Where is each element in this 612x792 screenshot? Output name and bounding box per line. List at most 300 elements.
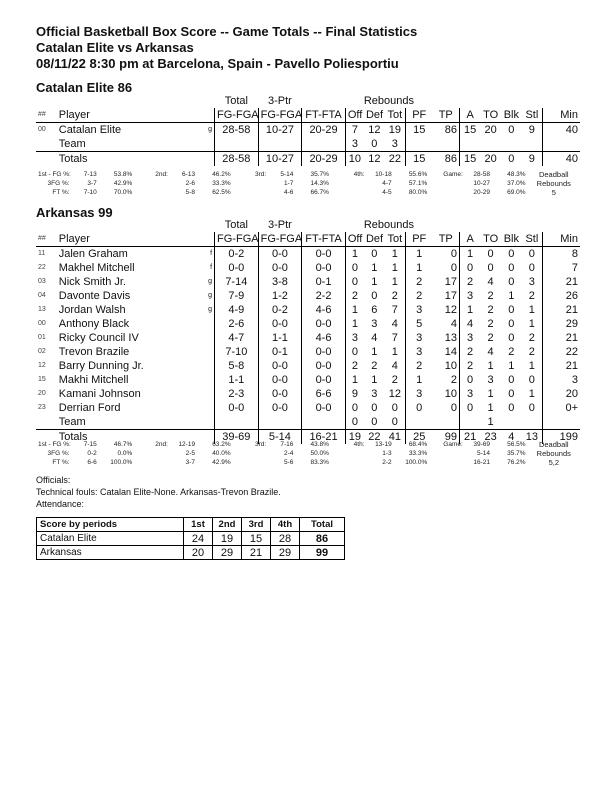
player-to: 1 — [487, 388, 494, 400]
period-made-game: 16-21 — [473, 459, 490, 466]
player-stl: 1 — [528, 360, 535, 372]
period-made-h3: 1-7 — [283, 180, 294, 187]
player-stl: 1 — [528, 388, 535, 400]
period-pct-h2: 33.3% — [212, 180, 231, 187]
player-tot: 0 — [391, 416, 398, 428]
player-fg: 5-8 — [215, 359, 259, 373]
totals-min: 40 — [542, 152, 580, 167]
player-number: 04 — [38, 292, 46, 299]
player-to: 2 — [487, 332, 494, 344]
stats-table — [36, 94, 580, 166]
player-off: 3 — [345, 137, 364, 152]
period-pct-game: 35.7% — [507, 450, 526, 457]
player-a: 1 — [459, 247, 480, 262]
totals-off: 19 — [345, 430, 364, 445]
player-off: 7 — [345, 123, 364, 138]
player-tp: 13 — [444, 332, 457, 344]
player-a: 3 — [459, 387, 480, 401]
player-a: 0 — [459, 373, 480, 387]
player-position: g — [208, 292, 213, 299]
score-away-q4: 29 — [271, 546, 300, 560]
score-header-total: Total — [300, 518, 345, 532]
header-row-top — [36, 94, 580, 108]
period-pct-h4: 33.3% — [408, 450, 428, 457]
player-stl: 0 — [528, 248, 535, 260]
totals-label: Totals — [57, 430, 200, 445]
player-stl — [522, 137, 543, 152]
player-min: 22 — [542, 345, 580, 359]
player-position — [200, 345, 215, 359]
player-min: 21 — [542, 275, 580, 289]
player-min: 0+ — [542, 401, 580, 415]
totals-pf: 25 — [405, 430, 432, 445]
player-tp: 14 — [444, 346, 457, 358]
header-ft: FT-FTA — [302, 108, 346, 123]
rebounds-label: Rebounds — [536, 179, 571, 188]
player-name: Trevon Brazile — [58, 346, 130, 358]
player-stl — [522, 415, 543, 430]
player-tot: 2 — [391, 290, 398, 302]
player-ft — [302, 137, 346, 152]
period-made-game: 39-69 — [473, 441, 490, 448]
player-tot: 0 — [391, 402, 398, 414]
player-ft: 20-29 — [302, 123, 346, 138]
player-fg3: 0-2 — [258, 303, 302, 317]
player-def: 0 — [371, 138, 378, 150]
player-number: 15 — [38, 376, 46, 383]
player-name: Anthony Black — [58, 318, 130, 330]
player-tp: 86 — [444, 124, 457, 136]
player-fg3: 0-0 — [258, 359, 302, 373]
player-def: 0 — [371, 416, 378, 428]
header-off: Off — [345, 108, 364, 123]
player-number: 13 — [38, 306, 46, 313]
player-name: Davonte Davis — [58, 290, 131, 302]
player-ft: 4-6 — [302, 303, 346, 317]
player-name: Team — [58, 138, 86, 150]
period-label-h1: FT %: — [52, 189, 70, 196]
header-fg: FG-FGA — [215, 232, 259, 247]
totals-def: 12 — [364, 152, 385, 167]
score-home-q3: 15 — [242, 532, 271, 546]
header-num: ## — [36, 232, 57, 247]
header-total: Total — [224, 95, 248, 107]
header-min: Min — [542, 232, 580, 247]
period-label-h2: 2nd: — [155, 441, 168, 448]
player-blk: 0 — [508, 374, 515, 386]
player-pf: 5 — [405, 317, 432, 331]
player-min: 26 — [542, 289, 580, 303]
period-pct-h3: 83.3% — [310, 459, 329, 466]
player-blk: 0 — [508, 388, 515, 400]
player-ft: 2-2 — [302, 289, 346, 303]
player-tot: 19 — [388, 124, 401, 136]
away-team-title: Arkansas 99 — [36, 205, 113, 220]
player-position — [200, 317, 215, 331]
totals-tp: 99 — [433, 430, 460, 445]
totals-min: 199 — [542, 430, 580, 445]
player-ft: 0-0 — [302, 261, 346, 275]
totals-def: 22 — [364, 430, 385, 445]
score-team-away: Arkansas — [37, 546, 184, 560]
game-notes — [36, 474, 281, 510]
period-pct-h1: 53.8% — [113, 171, 133, 178]
player-stl: 2 — [528, 290, 535, 302]
player-to: 1 — [487, 416, 494, 428]
player-stl: 3 — [528, 276, 535, 288]
player-stl: 2 — [528, 332, 535, 344]
header-tot: Tot — [385, 232, 406, 247]
deadball-value: 5,2 — [548, 458, 559, 467]
period-label-h3: 3rd: — [254, 441, 267, 448]
period-pct-h3: 35.7% — [310, 171, 329, 178]
player-to: 4 — [487, 276, 494, 288]
period-pct-h1: 0.0% — [117, 450, 133, 457]
player-pf: 3 — [405, 387, 432, 401]
player-def: 3 — [371, 388, 378, 400]
score-header-q3: 3rd — [242, 518, 271, 532]
totals-blk: 4 — [501, 430, 522, 445]
score-away-q1: 20 — [184, 546, 213, 560]
player-number: 00 — [38, 126, 46, 133]
player-tot: 7 — [391, 332, 398, 344]
player-name: Team — [58, 416, 86, 428]
period-made-h2: 5-8 — [185, 189, 196, 196]
player-tot: 1 — [391, 346, 398, 358]
player-pf: 0 — [405, 401, 432, 415]
player-name: Jordan Walsh — [58, 304, 126, 316]
player-ft: 0-0 — [302, 359, 346, 373]
header-three: 3-Ptr — [268, 95, 292, 107]
home-shooting-summary — [36, 170, 580, 197]
player-position — [200, 331, 215, 345]
period-made-h3: 5-6 — [283, 459, 294, 466]
player-tp: 17 — [444, 276, 457, 288]
period-pct-h4: 57.1% — [408, 180, 428, 187]
player-tot: 1 — [391, 248, 398, 260]
header-to: TO — [480, 232, 501, 247]
period-pct-h4: 100.0% — [405, 459, 428, 466]
player-ft: 0-0 — [302, 345, 346, 359]
period-made-h3: 7-16 — [280, 441, 294, 448]
period-pct-h3: 50.0% — [310, 450, 329, 457]
player-min: 40 — [542, 123, 580, 138]
player-row — [36, 359, 580, 373]
stats-table — [36, 218, 580, 444]
player-ft: 6-6 — [302, 387, 346, 401]
player-off: 0 — [345, 401, 364, 415]
player-name: Kamani Johnson — [58, 388, 141, 400]
shooting-table — [36, 170, 580, 197]
player-row — [36, 317, 580, 331]
player-a: 4 — [459, 317, 480, 331]
home-team-title: Catalan Elite 86 — [36, 80, 133, 95]
header-blk: Blk — [501, 108, 522, 123]
player-def: 1 — [371, 276, 378, 288]
header-to: TO — [480, 108, 501, 123]
player-def: 0 — [371, 290, 378, 302]
score-header-q1: 1st — [184, 518, 213, 532]
player-fg3: 0-0 — [258, 317, 302, 331]
deadball-value: 5 — [551, 188, 556, 197]
score-header-q2: 2nd — [213, 518, 242, 532]
period-pct-h1: 46.7% — [113, 441, 133, 448]
player-pf: 15 — [405, 123, 432, 138]
player-blk: 0 — [508, 318, 515, 330]
attendance: Attendance: — [36, 499, 85, 509]
officials: Officials: — [36, 475, 71, 485]
player-blk: 1 — [508, 360, 515, 372]
player-fg3: 0-0 — [258, 261, 302, 275]
player-to: 3 — [487, 374, 494, 386]
player-a: 0 — [459, 401, 480, 415]
header-def: Def — [365, 109, 384, 121]
period-made-h3: 5-14 — [280, 171, 294, 178]
rebounds-label: Rebounds — [536, 449, 571, 458]
period-label-game: Game: — [443, 171, 463, 178]
player-name: Barry Dunning Jr. — [58, 360, 144, 372]
period-made-h2: 3-7 — [185, 459, 196, 466]
period-label-h4: 4th: — [353, 171, 365, 178]
period-made-h1: 6-6 — [87, 459, 97, 466]
totals-ft: 16-21 — [302, 430, 346, 445]
period-made-game: 10-27 — [473, 180, 490, 187]
period-label-game: Game: — [443, 441, 463, 448]
period-pct-h1: 70.0% — [113, 189, 133, 196]
period-made-h1: 7-15 — [83, 441, 97, 448]
period-label-h1: 3FG %: — [47, 450, 70, 457]
period-made-h1: 3-7 — [87, 180, 97, 187]
player-def: 1 — [371, 346, 378, 358]
player-fg: 7-10 — [215, 345, 259, 359]
header-player: Player — [57, 108, 200, 123]
player-min — [542, 415, 580, 430]
player-tp — [433, 137, 460, 152]
player-blk: 0 — [508, 124, 515, 136]
player-to: 2 — [487, 290, 494, 302]
player-tot: 7 — [391, 304, 398, 316]
player-a: 3 — [459, 331, 480, 345]
player-blk: 0 — [508, 402, 515, 414]
period-made-game: 5-14 — [476, 450, 490, 457]
player-row — [36, 415, 580, 430]
player-position: g — [208, 278, 213, 285]
player-row — [36, 303, 580, 317]
score-home-q1: 24 — [184, 532, 213, 546]
period-made-h2: 2-6 — [185, 180, 196, 187]
player-number: 00 — [38, 320, 46, 327]
player-fg: 0-0 — [215, 401, 259, 415]
player-name: Makhi Mitchell — [58, 374, 129, 386]
header-row-top — [36, 218, 580, 232]
technical-fouls: Technical fouls: Catalan Elite-None. Arkansas-Trevon Brazile. — [36, 487, 281, 497]
period-made-h4: 10-18 — [375, 171, 392, 178]
player-a: 2 — [459, 359, 480, 373]
player-a: 1 — [459, 303, 480, 317]
player-fg3 — [258, 415, 302, 430]
player-tot: 1 — [391, 276, 398, 288]
player-name: Catalan Elite — [58, 124, 122, 136]
player-fg: 28-58 — [215, 123, 259, 138]
score-home-q2: 19 — [213, 532, 242, 546]
player-blk: 1 — [508, 290, 515, 302]
player-pf: 3 — [405, 331, 432, 345]
player-min: 21 — [542, 359, 580, 373]
period-label-h1: 1st - FG %: — [38, 441, 71, 448]
period-pct-game: 37.0% — [507, 180, 526, 187]
player-blk — [501, 137, 522, 152]
player-stl: 0 — [528, 262, 535, 274]
player-def: 6 — [371, 304, 378, 316]
player-fg: 2-6 — [215, 317, 259, 331]
period-label-h1: FT %: — [52, 459, 70, 466]
player-fg3: 1-1 — [258, 331, 302, 345]
period-made-game: 28-58 — [473, 171, 490, 178]
score-home-q4: 28 — [271, 532, 300, 546]
period-label-h1: 3FG %: — [47, 180, 70, 187]
player-to: 1 — [487, 402, 494, 414]
period-made-h2: 6-13 — [182, 171, 196, 178]
player-min — [542, 137, 580, 152]
header-min: Min — [542, 108, 580, 123]
player-a: 2 — [459, 345, 480, 359]
player-min: 21 — [542, 303, 580, 317]
period-pct-h1: 42.9% — [113, 180, 133, 187]
player-fg3: 10-27 — [258, 123, 302, 138]
header-num: ## — [36, 108, 57, 123]
player-tp: 0 — [450, 248, 457, 260]
deadball-label: Deadball — [538, 170, 569, 179]
period-pct-h4: 80.0% — [408, 189, 428, 196]
player-fg: 4-7 — [215, 331, 259, 345]
player-tp: 17 — [444, 290, 457, 302]
player-a: 3 — [459, 289, 480, 303]
player-min: 29 — [542, 317, 580, 331]
player-fg3: 1-2 — [258, 289, 302, 303]
totals-fg: 28-58 — [215, 152, 259, 167]
player-number: 11 — [38, 250, 46, 257]
player-tp: 0 — [450, 262, 457, 274]
player-off: 1 — [345, 247, 364, 262]
header-row — [36, 108, 580, 123]
period-made-h2: 12-19 — [178, 441, 196, 448]
header-tp: TP — [433, 232, 460, 247]
player-min: 20 — [542, 387, 580, 401]
player-position: f — [210, 264, 213, 271]
player-row — [36, 387, 580, 401]
totals-off: 10 — [345, 152, 364, 167]
period-made-h4: 4-5 — [382, 189, 392, 196]
period-pct-h1: 100.0% — [110, 459, 133, 466]
player-fg3 — [258, 137, 302, 152]
totals-tp: 86 — [433, 152, 460, 167]
player-stl: 1 — [528, 318, 535, 330]
player-row — [36, 345, 580, 359]
period-pct-h2: 40.0% — [212, 450, 231, 457]
score-header-label: Score by periods — [37, 518, 184, 532]
player-number: 12 — [38, 362, 46, 369]
player-def: 12 — [368, 124, 381, 136]
player-fg3: 0-0 — [258, 247, 302, 262]
period-label-h3: 3rd: — [254, 171, 267, 178]
period-pct-h2: 46.2% — [212, 171, 231, 178]
header-stl: Stl — [522, 108, 543, 123]
period-pct-h2: 42.9% — [212, 459, 231, 466]
player-fg3: 0-0 — [258, 401, 302, 415]
totals-to: 23 — [480, 430, 501, 445]
header-player: Player — [57, 232, 200, 247]
player-pf — [405, 137, 432, 152]
header-pf: PF — [405, 232, 432, 247]
player-ft: 0-0 — [302, 317, 346, 331]
shooting-table — [36, 440, 580, 467]
player-off: 3 — [345, 331, 364, 345]
header-stl: Stl — [522, 232, 543, 247]
player-tp: 2 — [450, 374, 457, 386]
header-a: A — [459, 108, 480, 123]
player-fg: 7-14 — [215, 275, 259, 289]
player-to: 0 — [487, 248, 494, 260]
header-blk: Blk — [501, 232, 522, 247]
player-row — [36, 261, 580, 275]
score-away-total: 99 — [300, 546, 345, 560]
player-off: 0 — [345, 345, 364, 359]
header-three: 3-Ptr — [268, 219, 292, 231]
header-total: Total — [224, 219, 248, 231]
player-off: 9 — [345, 387, 364, 401]
header-a: A — [459, 232, 480, 247]
totals-tot: 41 — [385, 430, 406, 445]
player-number: 22 — [38, 264, 46, 271]
score-by-periods — [36, 517, 345, 560]
player-fg: 7-9 — [215, 289, 259, 303]
score-header-q4: 4th — [271, 518, 300, 532]
totals-row — [36, 152, 580, 167]
player-to: 20 — [484, 124, 497, 136]
player-pf: 3 — [405, 345, 432, 359]
period-made-h4: 4-7 — [382, 180, 392, 187]
player-blk: 0 — [508, 248, 515, 260]
player-position — [200, 373, 215, 387]
player-fg: 4-9 — [215, 303, 259, 317]
player-position — [200, 387, 215, 401]
player-pf: 1 — [405, 247, 432, 262]
player-row — [36, 289, 580, 303]
totals-to: 20 — [480, 152, 501, 167]
period-made-h1: 0-2 — [87, 450, 97, 457]
period-made-game: 20-29 — [473, 189, 490, 196]
report-header — [36, 24, 417, 72]
period-label-h1: 1st - FG %: — [38, 171, 71, 178]
player-min: 7 — [542, 261, 580, 275]
player-fg: 0-0 — [215, 261, 259, 275]
period-pct-h3: 66.7% — [310, 189, 329, 196]
matchup: Catalan Elite vs Arkansas — [36, 40, 194, 55]
header-fg3: FG-FGA — [258, 232, 302, 247]
player-pf: 2 — [405, 289, 432, 303]
player-tp: 12 — [444, 304, 457, 316]
header-ft: FT-FTA — [302, 232, 346, 247]
player-to: 1 — [487, 360, 494, 372]
player-off: 0 — [345, 261, 364, 275]
period-made-h4: 1-3 — [382, 450, 392, 457]
player-position — [200, 359, 215, 373]
player-fg: 1-1 — [215, 373, 259, 387]
player-tot: 4 — [391, 318, 398, 330]
player-tot: 12 — [388, 388, 401, 400]
totals-blk: 0 — [501, 152, 522, 167]
player-name: Jalen Graham — [58, 248, 128, 260]
